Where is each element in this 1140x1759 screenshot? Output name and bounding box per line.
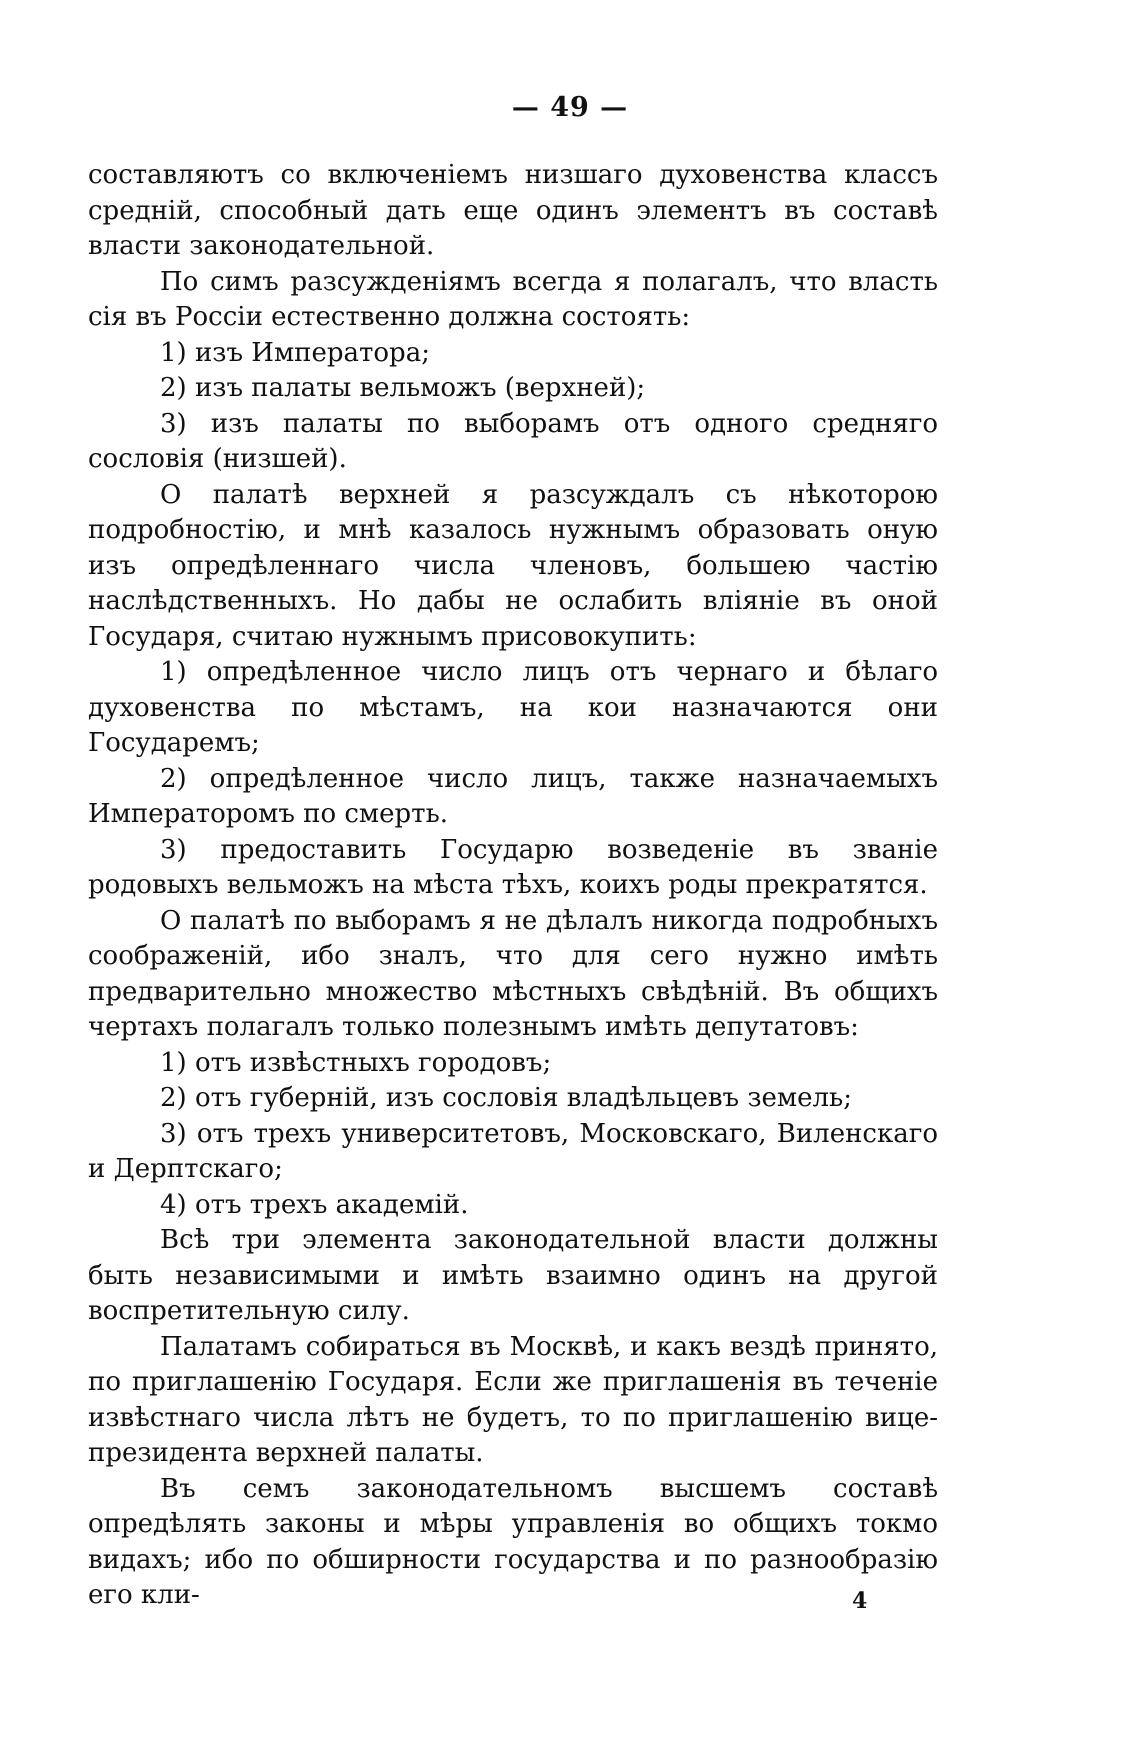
paragraph: составляютъ со включеніемъ низшаго духовенства классъ средній, способный дать еще одинъ элементъ въ составѣ власти законодательной. — [88, 160, 938, 261]
list-item: 1) опредѣленное число лицъ отъ чернаго и бѣлаго духовенства по мѣстамъ, на кои назначаются они Государемъ; — [88, 657, 938, 758]
page-number: — 49 — — [511, 92, 629, 123]
paragraph: Въ семъ законодательномъ высшемъ составѣ опредѣлять законы и мѣры управленія во общихъ токмо видахъ; ибо по обширности государства и по разнообразію его кли- — [88, 1473, 938, 1610]
list-item: 3) предоставить Государю возведеніе въ званіе родовыхъ вельможъ на мѣста тѣхъ, коихъ роды прекратятся. — [88, 834, 938, 900]
signature-mark: 4 — [852, 1588, 868, 1614]
list-item: 2) опредѣленное число лицъ, также назначаемыхъ Императоромъ по смерть. — [88, 763, 938, 829]
list-item: 3) отъ трехъ университетовъ, Московскаго, Виленскаго и Дерптскаго; — [88, 1118, 938, 1184]
paragraph: По симъ разсужденіямъ всегда я полагалъ, что власть сія въ Россіи естественно должна состоять: — [88, 266, 938, 332]
list-item: 4) отъ трехъ академій. — [160, 1189, 469, 1220]
list-item: 1) отъ извѣстныхъ городовъ; — [160, 1047, 552, 1078]
list-item: 2) изъ палаты вельможъ (верхней); — [160, 373, 646, 403]
paragraph: О палатѣ верхней я разсуждалъ съ нѣкоторою подробностію, и мнѣ казалось нужнымъ образовать оную изъ опредѣленнаго числа членовъ, большею частію наслѣдственныхъ. Но дабы не ослабить вліяніе въ оной Государя, считаю нужнымъ присовокупить: — [88, 479, 938, 652]
paragraph: О палатѣ по выборамъ я не дѣлалъ никогда подробныхъ соображеній, ибо зналъ, что для сего нужно имѣть предварительно множество мѣстныхъ свѣдѣній. Въ общихъ чертахъ полагалъ только полезнымъ имѣть депутатовъ: — [88, 905, 938, 1042]
list-item: 3) изъ палаты по выборамъ отъ одного средняго сословія (низшей). — [88, 408, 938, 474]
body-text — [88, 158, 938, 1614]
list-item: 1) изъ Императора; — [160, 337, 430, 368]
list-item: 2) отъ губерній, изъ сословія владѣльцевъ земель; — [160, 1083, 852, 1113]
paragraph: Палатамъ собираться въ Москвѣ, и какъ вездѣ принято, по приглашенію Государя. Если же приглашенія въ теченіе извѣстнаго числа лѣтъ не будетъ, то по приглашенію вице-президента верхней палаты. — [88, 1331, 938, 1468]
paragraph: Всѣ три элемента законодательной власти должны быть независимыми и имѣть взаимно одинъ на другой воспретительную силу. — [88, 1225, 938, 1326]
